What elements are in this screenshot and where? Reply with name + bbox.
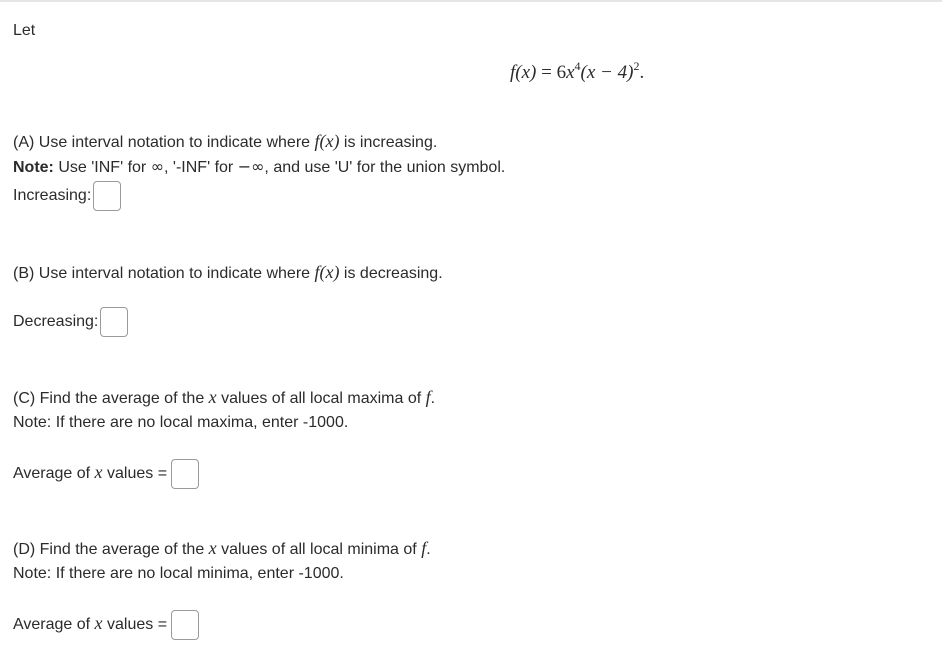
minima-average-input[interactable] xyxy=(171,610,199,640)
partD-answer-row xyxy=(13,607,199,641)
function-end: . xyxy=(639,62,645,83)
function-exp2: 2 xyxy=(633,59,640,73)
partD-note: Note: If there are no local minima, enter -1000. xyxy=(13,565,344,582)
function-coef: 6 xyxy=(556,62,567,83)
neg-infinity-symbol: −∞ xyxy=(237,157,265,176)
partC-answer-post: values = xyxy=(102,465,168,482)
partC-answer-x: x xyxy=(94,462,103,482)
function-eq: = xyxy=(541,62,552,83)
partB-prompt-math: f(x) xyxy=(314,262,340,282)
decreasing-input[interactable] xyxy=(100,307,128,337)
function-var: x xyxy=(566,62,575,83)
partC-prompt-end: . xyxy=(430,390,436,407)
partC-note: Note: If there are no local maxima, enter -1000. xyxy=(13,414,349,431)
decreasing-label: Decreasing: xyxy=(13,313,99,330)
partC-answer-pre: Average of xyxy=(13,465,95,482)
intro-text: Let xyxy=(13,22,36,39)
partD-prompt-end: . xyxy=(426,541,431,558)
partA-prompt-math: f(x) xyxy=(314,131,340,151)
partA-prompt-post: is increasing. xyxy=(339,134,438,151)
partD-prompt xyxy=(13,537,431,561)
function-exp1: 4 xyxy=(574,59,581,73)
increasing-label: Increasing: xyxy=(13,187,92,204)
increasing-input[interactable] xyxy=(93,181,121,211)
partD-answer-x: x xyxy=(94,613,103,633)
partA-prompt xyxy=(13,130,437,154)
function-lhs: f(x) xyxy=(510,62,537,83)
partA-note-text-2: , '-INF' for xyxy=(164,159,238,176)
partB-answer-row xyxy=(13,306,128,338)
partC-prompt xyxy=(13,386,435,410)
partA-note-text-1: Use 'INF' for xyxy=(53,159,151,176)
partA-note xyxy=(13,156,505,179)
partC-prompt-f: f xyxy=(425,387,431,407)
partA-answer-row xyxy=(13,180,121,212)
partD-answer-post: values = xyxy=(102,616,168,633)
function-definition xyxy=(510,59,645,84)
partD-answer-pre: Average of xyxy=(13,616,95,633)
partD-prompt-mid: values of all local minima of xyxy=(216,541,422,558)
partD-prompt-pre: (D) Find the average of the xyxy=(13,541,209,558)
partA-note-label: Note: xyxy=(13,159,54,176)
partB-prompt-pre: (B) Use interval notation to indicate where xyxy=(13,265,315,282)
partC-prompt-mid: values of all local maxima of xyxy=(216,390,426,407)
partA-note-text-3: , and use 'U' for the union symbol. xyxy=(264,159,506,176)
infinity-symbol: ∞ xyxy=(150,157,165,176)
partB-prompt-post: is decreasing. xyxy=(339,265,443,282)
partC-answer-row xyxy=(13,456,199,490)
partC-prompt-x: x xyxy=(208,387,217,407)
maxima-average-input[interactable] xyxy=(171,459,199,489)
partC-prompt-pre: (C) Find the average of the xyxy=(13,390,209,407)
partA-prompt-pre: (A) Use interval notation to indicate where xyxy=(13,134,315,151)
partD-prompt-x: x xyxy=(208,538,217,558)
partB-prompt xyxy=(13,261,443,285)
function-paren: (x − 4) xyxy=(580,62,634,83)
partD-prompt-f: f xyxy=(421,538,427,558)
